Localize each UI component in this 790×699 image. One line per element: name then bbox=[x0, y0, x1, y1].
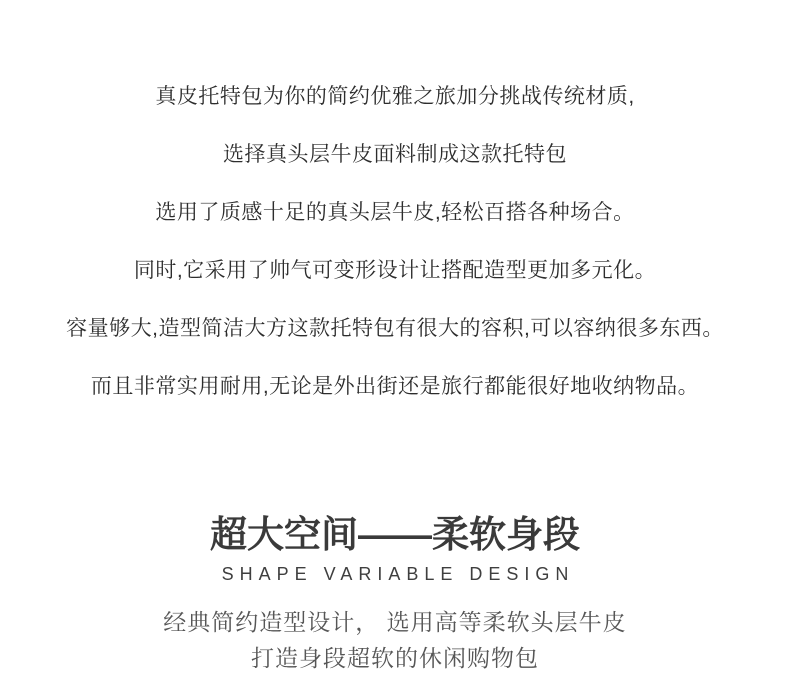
intro-line-4: 同时,它采用了帅气可变形设计让搭配造型更加多元化。 bbox=[133, 259, 657, 282]
intro-line-5: 容量够大,造型简洁大方这款托特包有很大的容积,可以容纳很多东西。 bbox=[66, 317, 724, 340]
feature-subtitle-english: SHAPE VARIABLE DESIGN bbox=[221, 564, 575, 584]
feature-description-line-1: 经典简约造型设计， 选用高等柔软头层牛皮 bbox=[163, 609, 627, 635]
intro-line-6: 而且非常实用耐用,无论是外出街还是旅行都能很好地收纳物品。 bbox=[90, 375, 700, 398]
feature-title: 超大空间——柔软身段 bbox=[210, 514, 580, 555]
intro-line-3: 选用了质感十足的真头层牛皮,轻松百搭各种场合。 bbox=[155, 201, 635, 224]
intro-line-2: 选择真头层牛皮面料制成这款托特包 bbox=[223, 143, 567, 166]
feature-description bbox=[0, 604, 790, 676]
feature-section bbox=[0, 513, 790, 676]
intro-line-1: 真皮托特包为你的简约优雅之旅加分挑战传统材质, bbox=[155, 85, 635, 108]
feature-description-line-2: 打造身段超软的休闲购物包 bbox=[251, 645, 539, 671]
